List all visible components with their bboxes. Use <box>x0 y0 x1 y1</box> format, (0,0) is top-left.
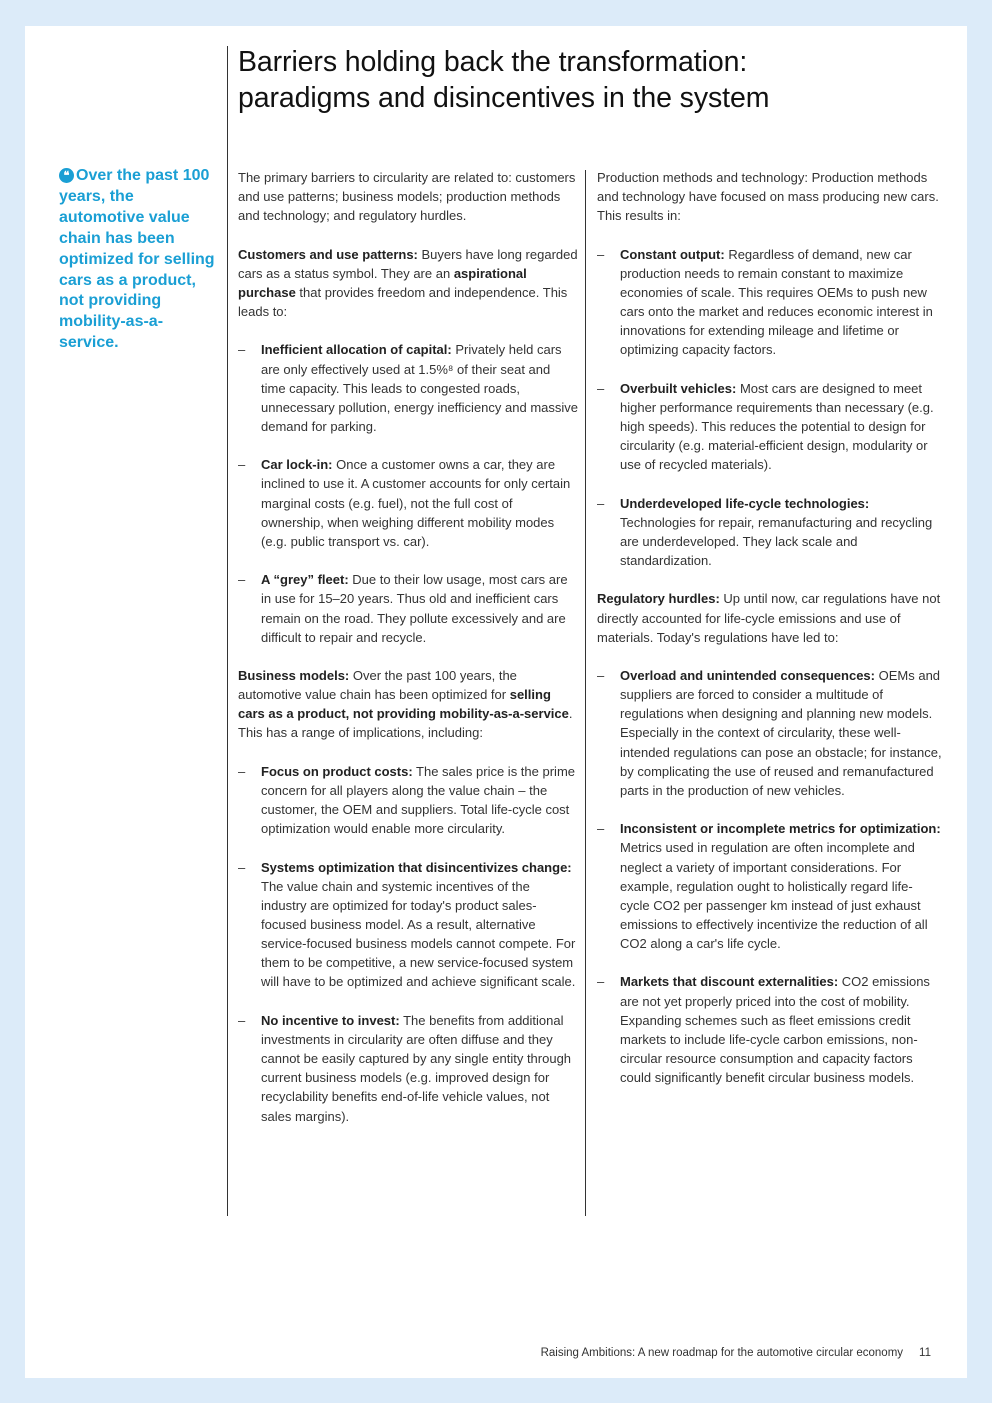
production-paragraph: Production methods and technology: Production methods and technology have focused on mass producing new cars. This results in: <box>597 170 939 224</box>
title-line-2: paradigms and disincentives in the system <box>238 82 770 114</box>
list-item: – Underdeveloped life-cycle technologies: Technologies for repair, remanufacturing and recycling are underdeveloped. They lack scale and standardization. <box>597 494 942 571</box>
list-item: – Systems optimization that disincentivizes change: The value chain and systemic incentives of the industry are optimized for today's product sales-focused business model. As a result, alternative service-focused business models cannot compete. For them to be competitive, a new service-focused system will have to be optimized and achieve significant scale. <box>238 858 578 992</box>
intro-paragraph: The primary barriers to circularity are related to: customers and use patterns; business models; production methods and technology; and regulatory hurdles. <box>238 170 576 224</box>
list-item: – Inconsistent or incomplete metrics for optimization: Metrics used in regulation are often incomplete and neglect a variety of important considerations. For example, regulation ought to holistically regard life-cycle CO2 per passenger km instead of just exhaust emissions to effectively incentivize the reduction of all CO2 along a car's life cycle. <box>597 819 942 953</box>
customers-paragraph: Customers and use patterns: Buyers have long regarded cars as a status symbol. They are an aspirational purchase that provides freedom and independence. This leads to: <box>238 246 578 320</box>
list-item: – Markets that discount externalities: CO2 emissions are not yet properly priced into the cost of mobility. Expanding schemes such as fleet emissions credit markets to include life-cycle carbon emissions, non-circular resource consumption and capacity factors could significantly benefit circular business models. <box>597 972 942 1087</box>
pull-quote-text: Over the past 100 years, the automotive value chain has been optimized for selling cars as a product, not providing mobility-as-a-service. <box>59 167 215 352</box>
business-list <box>238 762 578 1126</box>
list-item: – No incentive to invest: The benefits from additional investments in circularity are often diffuse and they cannot be easily captured by any single entity through current business models (e.g. improved design for recyclability benefits end-of-life vehicle values, not sales margins). <box>238 1011 578 1126</box>
title-line-1: Barriers holding back the transformation: <box>238 46 748 78</box>
regulatory-paragraph: Regulatory hurdles: Up until now, car regulations have not directly accounted for life-cycle emissions and use of materials. Today's regulations have led to: <box>597 591 941 645</box>
list-item: – Focus on product costs: The sales price is the prime concern for all players along the value chain – the customer, the OEM and suppliers. Total life-cycle cost optimization would enable more circularity. <box>238 762 578 839</box>
regulatory-heading: Regulatory hurdles: <box>597 591 720 607</box>
list-item: – A “grey” fleet: Due to their low usage, most cars are in use for 15–20 years. Thus old and inefficient cars remain on the road. They pollute excessively and are difficult to repair and recycle. <box>238 570 578 647</box>
page <box>25 26 967 1378</box>
page-number: 11 <box>919 1347 931 1359</box>
right-column <box>597 168 942 1107</box>
business-paragraph: Business models: Over the past 100 years, the automotive value chain has been optimized for selling cars as a product, not providing mobility-as-a-service. This has a range of implications, including: <box>238 667 573 741</box>
list-item: – Car lock-in: Once a customer owns a car, they are inclined to use it. A customer accounts for only certain marginal costs (e.g. fuel), not the full cost of ownership, when weighing different mobility modes (e.g. public transport vs. car). <box>238 455 578 551</box>
pull-quote <box>59 166 219 354</box>
left-column <box>238 168 578 1145</box>
title-divider <box>227 46 228 1216</box>
footer-subtitle: A new roadmap for the automotive circular economy <box>635 1347 904 1359</box>
list-item: – Constant output: Regardless of demand, new car production needs to remain constant to maximize economies of scale. This requires OEMs to push new cars onto the market and reduces economic interest in innovations for extending mileage and lifetime or optimizing capacity factors. <box>597 245 942 360</box>
customers-heading: Customers and use patterns: <box>238 246 418 262</box>
footer-title: Raising Ambitions: <box>540 1347 636 1359</box>
customers-list <box>238 340 578 646</box>
list-item: – Inefficient allocation of capital: Privately held cars are only effectively used at 1.5%⁸ of their seat and time capacity. This leads to congested roads, unnecessary pollution, energy inefficiency and massive demand for parking. <box>238 340 578 436</box>
list-item: – Overbuilt vehicles: Most cars are designed to meet higher performance requirements than necessary (e.g. high speeds). This reduces the potential to design for circularity (e.g. material-efficient design, modularity or use of recycled materials). <box>597 379 942 475</box>
page-title <box>238 44 938 116</box>
list-item: – Overload and unintended consequences: OEMs and suppliers are forced to consider a multitude of regulations when designing and planning new models. Especially in the context of circularity, these well-intended regulations can pose an obstacle; for instance, by complicating the use of reused and remanufactured parts in the production of new vehicles. <box>597 666 942 800</box>
production-list <box>597 245 942 571</box>
business-heading: Business models: <box>238 667 350 683</box>
quote-icon: ❝ <box>59 168 74 183</box>
page-footer <box>541 1347 931 1359</box>
column-divider <box>585 170 586 1216</box>
regulatory-list <box>597 666 942 1087</box>
